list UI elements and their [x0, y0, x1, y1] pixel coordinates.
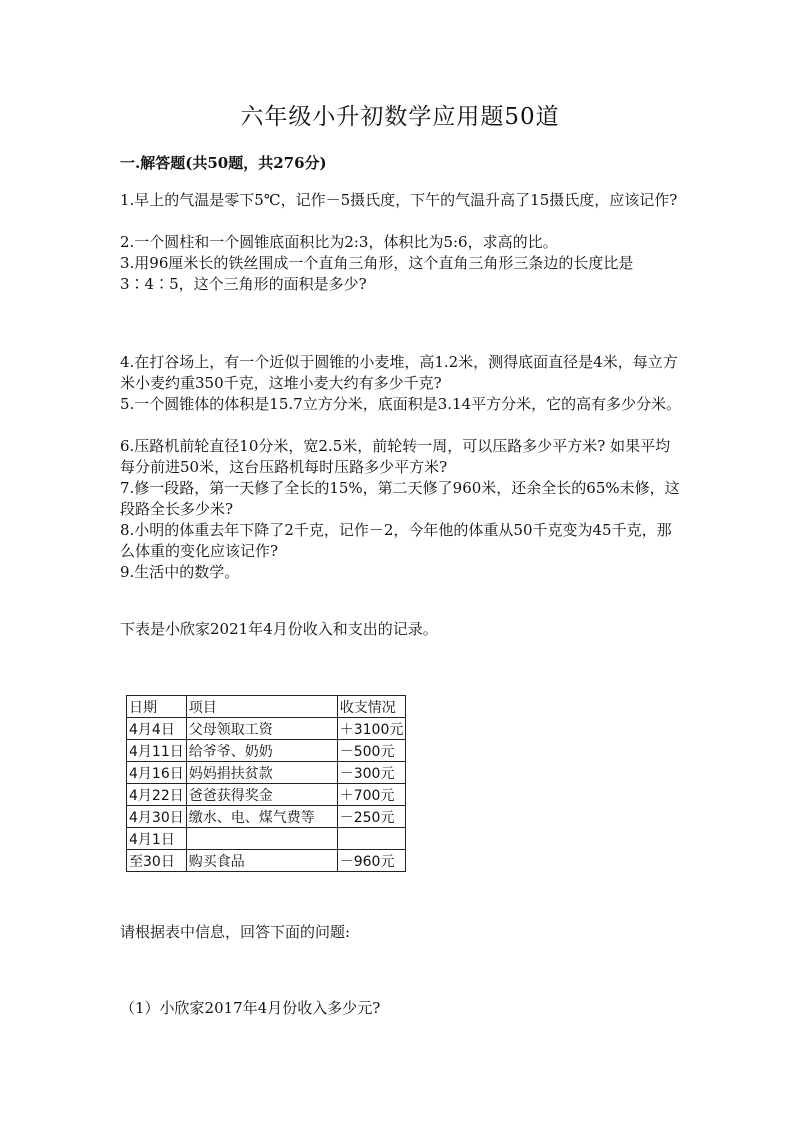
question-5: 5.一个圆锥体的体积是15.7立方分米，底面积是3.14平方分米，它的高有多少分米。 [120, 395, 682, 413]
table-row [127, 762, 406, 784]
cell-amount: －500元 [337, 740, 406, 762]
question-1: 1.早上的气温是零下5℃，记作－5摄氏度，下午的气温升高了15摄氏度，应该记作? [120, 191, 678, 209]
question-2: 2.一个圆柱和一个圆锥底面积比为2:3，体积比为5:6，求高的比。 [120, 233, 558, 251]
header-item: 项目 [186, 696, 337, 718]
header-date: 日期 [127, 696, 187, 718]
table-row [127, 718, 406, 740]
table-intro: 下表是小欣家2021年4月份收入和支出的记录。 [120, 620, 438, 638]
cell-item: 妈妈捐扶贫款 [186, 762, 337, 784]
table-row [127, 850, 406, 872]
question-4: 4.在打谷场上，有一个近似于圆锥的小麦堆，高1.2米，测得底面直径是4米，每立方米小麦约重350千克，这堆小麦大约有多少千克? [120, 353, 678, 392]
cell-date: 4月1日 [127, 828, 187, 850]
section-heading: 一.解答题(共50题，共276分) [120, 154, 327, 172]
page-title: 六年级小升初数学应用题50道 [240, 104, 560, 130]
question-9: 9.生活中的数学。 [120, 563, 240, 581]
cell-amount: －960元 [337, 850, 406, 872]
header-amount: 收支情况 [337, 696, 406, 718]
table-row [127, 828, 406, 850]
cell-date: 4月16日 [127, 762, 187, 784]
table-row [127, 784, 406, 806]
cell-amount: －300元 [337, 762, 406, 784]
cell-amount: ＋700元 [337, 784, 406, 806]
cell-date: 至30日 [127, 850, 187, 872]
cell-item: 父母领取工资 [186, 718, 337, 740]
cell-item: 爸爸获得奖金 [186, 784, 337, 806]
question-7: 7.修一段路，第一天修了全长的15%，第二天修了960米，还余全长的65%未修，这段路全长多少米? [120, 479, 680, 518]
table-row [127, 740, 406, 762]
cell-date: 4月30日 [127, 806, 187, 828]
cell-date: 4月11日 [127, 740, 187, 762]
cell-date: 4月22日 [127, 784, 187, 806]
table-header-row [127, 696, 406, 718]
table-row [127, 806, 406, 828]
question-6: 6.压路机前轮直径10分米，宽2.5米，前轮转一周，可以压路多少平方米? 如果平均每分前进50米，这台压路机每时压路多少平方米? [120, 437, 671, 476]
cell-item [186, 828, 337, 850]
cell-item: 购买食品 [186, 850, 337, 872]
cell-amount [337, 828, 406, 850]
cell-amount: －250元 [337, 806, 406, 828]
cell-amount: ＋3100元 [337, 718, 406, 740]
question-8: 8.小明的体重去年下降了2千克，记作－2，今年他的体重从50千克变为45千克，那么体重的变化应该记作? [120, 521, 672, 560]
subquestion-1: （1）小欣家2017年4月份收入多少元? [120, 999, 381, 1017]
question-3: 3.用96厘米长的铁丝围成一个直角三角形，这个直角三角形三条边的长度比是3∶4∶5，这个三角形的面积是多少? [120, 254, 634, 293]
income-expense-table [126, 695, 406, 872]
cell-item: 给爷爷、奶奶 [186, 740, 337, 762]
table-prompt: 请根据表中信息，回答下面的问题: [120, 923, 351, 941]
cell-date: 4月4日 [127, 718, 187, 740]
cell-item: 缴水、电、煤气费等 [186, 806, 337, 828]
